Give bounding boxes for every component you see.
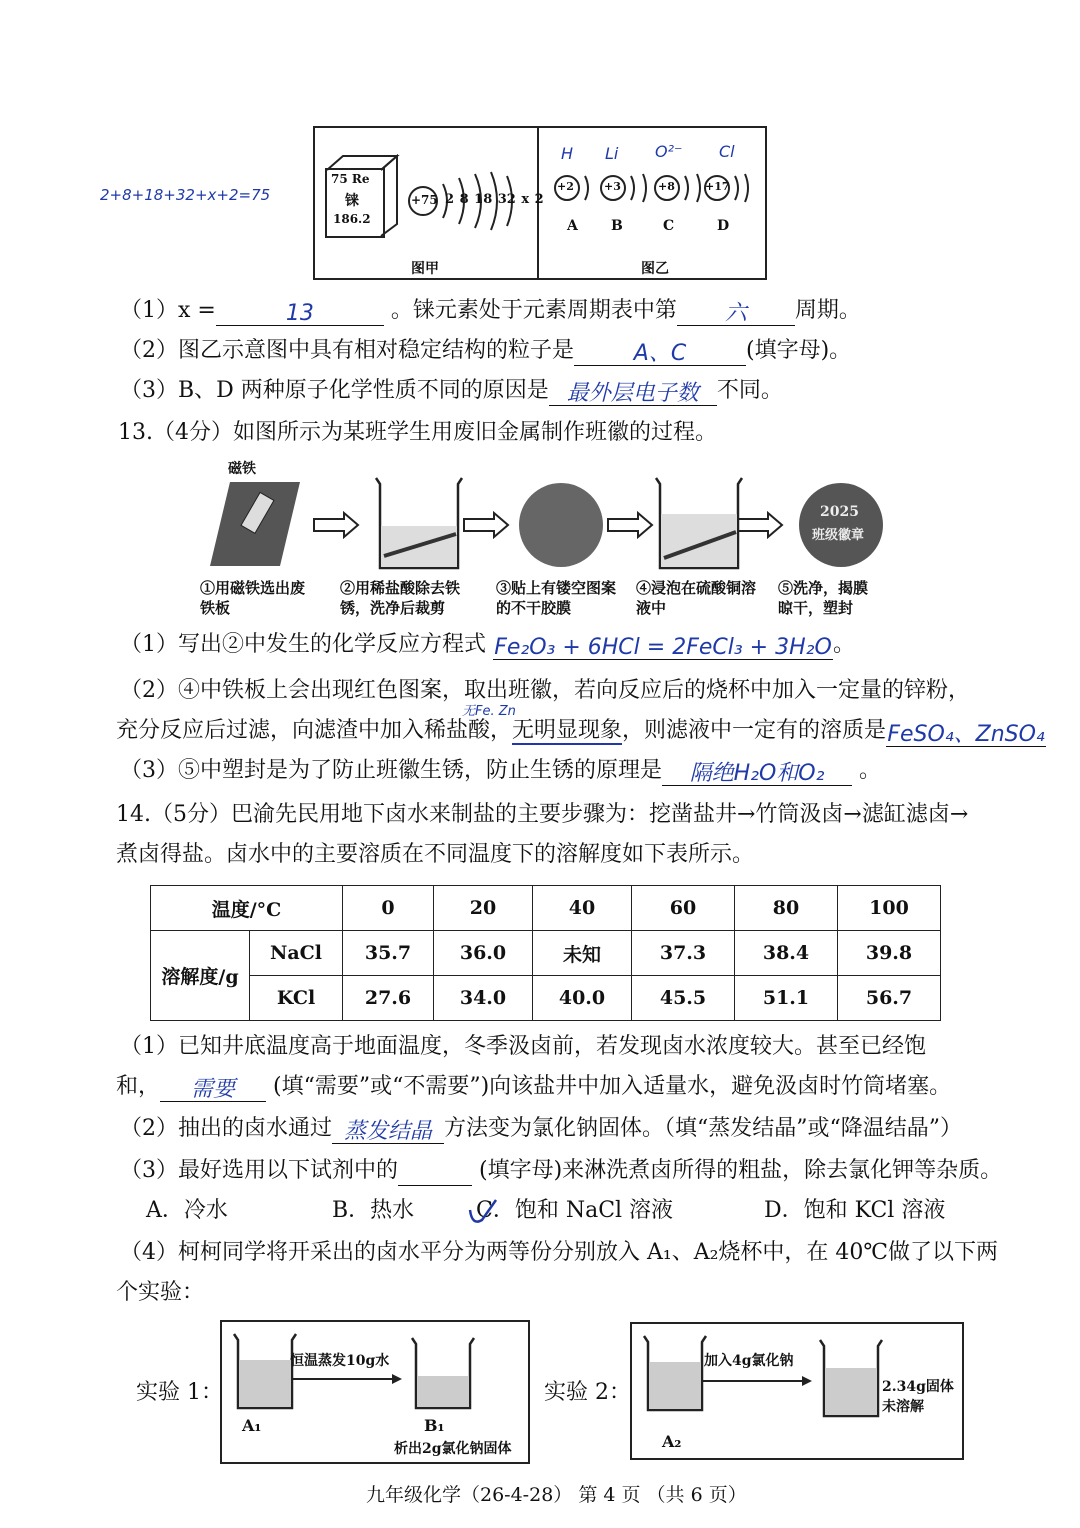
q12-part2: （2）图乙示意图中具有相对稳定结构的粒子是 A、C (填字母)。 <box>120 338 852 366</box>
table-cell: 40.0 <box>533 976 632 1021</box>
figure-box-atoms <box>313 126 767 280</box>
q13-answer-solutes[interactable]: FeSO₄、ZnSO₄ <box>887 722 1045 747</box>
particle-d-nucleus: +17 <box>705 180 730 193</box>
q14-part4-line2: 个实验： <box>116 1280 205 1305</box>
table-cell: 100 <box>838 886 941 931</box>
option-a[interactable]: A．冷水 <box>146 1198 228 1223</box>
beaker-b1-icon <box>408 1336 478 1412</box>
arrow-icon <box>462 511 512 539</box>
q12-part3: （3）B、D 两种原子化学性质不同的原因是 最外层电子数 不同。 <box>120 378 783 406</box>
table-cell: 51.1 <box>735 976 838 1021</box>
table-cell: 38.4 <box>735 931 838 976</box>
q14-answer-water[interactable]: 需要 <box>191 1077 236 1102</box>
caption-right: 图乙 <box>641 261 669 277</box>
q12-answer-period[interactable]: 六 <box>724 301 747 326</box>
step-5: ⑤洗净，揭膜晾干，塑封 <box>778 579 869 617</box>
option-b[interactable]: B．热水 <box>332 1198 415 1223</box>
exp2-note-2: 未溶解 <box>882 1399 924 1415</box>
q12-part1: （1）x = 13 。铼元素处于元素周期表中第 六 周期。 <box>120 298 861 326</box>
particle-c-nucleus: +8 <box>658 180 675 193</box>
q14-intro-line1: 14.（5分）巴渝先民用地下卤水来制盐的主要步骤为：挖凿盐井→竹筒汲卤→滤缸滤卤→ <box>116 802 969 827</box>
q14-part1-line2: 和， 需要 (填“需要”或“不需要”)向该盐井中加入适量水，避免汲卤时竹筒堵塞。 <box>116 1074 952 1102</box>
badge-text-2: 班级徽章 <box>812 528 865 543</box>
table-cell: 39.8 <box>838 931 941 976</box>
q13-part1: （1）写出②中发生的化学反应方程式 Fe₂O₃ + 6HCl = 2FeCl₃ + 3H₂O。 <box>120 632 856 660</box>
particle-a-nucleus: +2 <box>557 180 574 193</box>
q12-answer-stable[interactable]: A、C <box>633 341 687 366</box>
q14-part2: （2）抽出的卤水通过 蒸发结晶 方法变为氯化钠固体。（填“蒸发结晶”或“降温结晶”） <box>120 1116 962 1144</box>
q12-answer-reason[interactable]: 最外层电子数 <box>566 381 699 406</box>
solubility-table <box>150 885 941 1021</box>
particle-b-letter: B <box>611 218 623 234</box>
arrow-right-icon <box>292 1372 402 1386</box>
page-footer: 九年级化学（26-4-28） 第 4 页 （共 6 页） <box>366 1484 747 1506</box>
note-b: Li <box>605 144 619 163</box>
re-shells: 2 8 18 32 x 2 <box>445 192 544 207</box>
table-cell: KCl <box>250 976 343 1021</box>
iron-plate-icon <box>200 474 310 574</box>
particle-c-letter: C <box>663 218 675 234</box>
table-cell: 35.7 <box>343 931 434 976</box>
table-cell: 56.7 <box>838 976 941 1021</box>
table-cell: 未知 <box>533 931 632 976</box>
solubility-header: 溶解度/g <box>151 931 250 1021</box>
beaker-cuso4-icon <box>648 474 748 574</box>
table-cell: 34.0 <box>434 976 533 1021</box>
q13-title: 13.（4分）如图所示为某班学生用废旧金属制作班徽的过程。 <box>118 420 717 445</box>
exp1-b1: B₁ <box>424 1416 445 1435</box>
exp1-box <box>220 1320 530 1464</box>
q13-answer-equation[interactable]: Fe₂O₃ + 6HCl = 2FeCl₃ + 3H₂O <box>494 635 832 660</box>
check-mark-icon <box>466 1196 500 1228</box>
beaker-a1-icon <box>230 1332 300 1412</box>
table-cell: 0 <box>343 886 434 931</box>
badge-text-1: 2025 <box>820 504 859 520</box>
step-1: ①用磁铁选出废铁板 <box>200 579 306 617</box>
option-d[interactable]: D．饱和 KCl 溶液 <box>764 1198 946 1223</box>
table-row <box>151 931 941 976</box>
exp1-arrow-label: 恒温蒸发10g水 <box>290 1353 390 1369</box>
table-cell: 36.0 <box>434 931 533 976</box>
step-4: ④浸泡在硫酸铜溶液中 <box>636 579 757 617</box>
option-c[interactable]: C．饱和 NaCl 溶液 <box>476 1198 674 1223</box>
table-row <box>151 976 941 1021</box>
particle-b-nucleus: +3 <box>604 180 621 193</box>
margin-note: 2+8+18+32+x+2=75 <box>100 186 271 204</box>
exp2-box <box>630 1322 964 1460</box>
re-nucleus: +75 <box>411 193 438 207</box>
q13-process-figure <box>200 456 870 626</box>
q14-part4-line1: （4）柯柯同学将开采出的卤水平分为两等份分别放入 A₁、A₂烧杯中，在 40℃做了以下两 <box>120 1240 999 1265</box>
step-2: ②用稀盐酸除去铁锈，洗净后裁剪 <box>340 579 461 617</box>
table-cell: 27.6 <box>343 976 434 1021</box>
table-cell: 45.5 <box>632 976 735 1021</box>
particle-a-letter: A <box>567 218 578 234</box>
exp1-label: 实验 1： <box>136 1380 223 1405</box>
table-cell: NaCl <box>250 931 343 976</box>
table-cell: 40 <box>533 886 632 931</box>
temp-header: 温度/°C <box>151 886 343 931</box>
beaker-a2-after-icon <box>816 1338 886 1420</box>
exp2-arrow-label: 加入4g氯化钠 <box>704 1353 794 1369</box>
exp2-note-1: 2.34g固体 <box>882 1379 954 1395</box>
table-cell: 37.3 <box>632 931 735 976</box>
note-d: Cl <box>719 142 735 161</box>
exp1-note: 析出2g氯化钠固体 <box>394 1441 512 1457</box>
arrow-icon <box>736 511 786 539</box>
step-3: ③贴上有镂空图案的不干胶膜 <box>496 579 617 617</box>
q13-part3: （3）⑤中塑封是为了防止班徽生锈，防止生锈的原理是 隔绝H₂O和O₂ 。 <box>120 758 882 786</box>
q13-answer-rust[interactable]: 隔绝H₂O和O₂ <box>689 761 825 786</box>
magnet-label: 磁铁 <box>228 461 256 477</box>
beaker-a2-icon <box>640 1334 710 1414</box>
element-card: 75 Re 铼 186.2 <box>325 168 385 238</box>
particle-d-letter: D <box>717 218 730 234</box>
q13-part2-line1: （2）④中铁板上会出现红色图案，取出班徽，若向反应后的烧杯中加入一定量的锌粉， <box>120 678 970 703</box>
beaker-hcl-icon <box>368 474 468 574</box>
q14-part3: （3）最好选用以下试剂中的 (填字母)来淋洗煮卤所得的粗盐，除去氯化钾等杂质。 <box>120 1156 1002 1186</box>
table-cell: 20 <box>434 886 533 931</box>
q13-part2-line2: 充分反应后过滤，向滤渣中加入稀盐酸，无明显现象，则滤液中一定有的溶质是FeSO₄、ZnSO₄ <box>116 718 1045 747</box>
exp2-label: 实验 2： <box>544 1380 631 1405</box>
table-cell: 80 <box>735 886 838 931</box>
note-a: H <box>561 144 574 163</box>
q14-answer-method[interactable]: 蒸发结晶 <box>343 1119 432 1144</box>
q12-answer-x[interactable]: 13 <box>285 301 314 326</box>
film-disc-icon <box>516 480 606 570</box>
table-row <box>151 886 941 931</box>
table-cell: 60 <box>632 886 735 931</box>
arrow-icon <box>312 511 362 539</box>
q14-part1-line1: （1）已知井底温度高于地面温度，冬季汲卤前，若发现卤水浓度较大。甚至已经饱 <box>120 1034 926 1059</box>
arrow-right-icon <box>702 1374 812 1388</box>
q14-intro-line2: 煮卤得盐。卤水中的主要溶质在不同温度下的溶解度如下表所示。 <box>116 842 755 867</box>
caption-left: 图甲 <box>411 261 439 277</box>
cube-icon <box>325 154 405 238</box>
exp1-a1: A₁ <box>242 1416 262 1435</box>
note-c: O²⁻ <box>655 142 683 161</box>
q13-note: 无Fe. Zn <box>462 704 516 719</box>
exp2-a2: A₂ <box>662 1432 682 1451</box>
